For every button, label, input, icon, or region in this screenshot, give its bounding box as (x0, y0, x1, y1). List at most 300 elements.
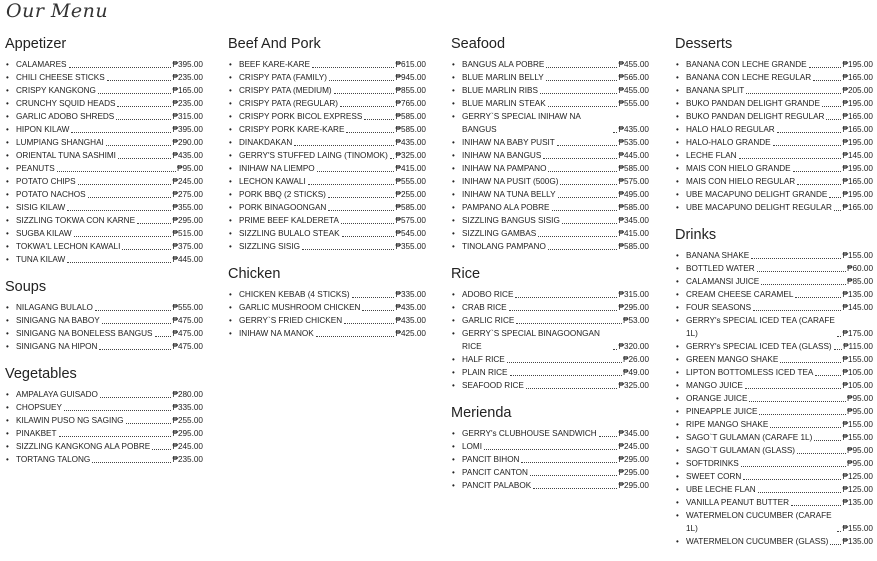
menu-item-name: • INIHAW NA PAMPANO (462, 164, 547, 173)
menu-item-name: • BLUE MARLIN RIBS (462, 86, 538, 95)
menu-item (675, 535, 873, 548)
menu-item (675, 405, 873, 418)
menu-item-name: • SIZZLING GAMBAS (462, 229, 537, 238)
menu-item-name: • LOMI (462, 442, 483, 451)
menu-item-name: • NILAGANG BULALO (16, 303, 93, 312)
dot-leader (69, 67, 172, 68)
menu-item-name: • TOKWA'L LECHON KAWALI (16, 242, 121, 251)
menu-item-price: ₱535.00 (618, 138, 649, 147)
menu-item (451, 427, 649, 440)
menu-item (228, 123, 426, 136)
menu-item-price: ₱375.00 (172, 242, 203, 251)
menu-item-price: ₱585.00 (618, 203, 649, 212)
menu-item (451, 314, 649, 327)
menu-item-name: • PRIME BEEF KALDERETA (239, 216, 339, 225)
menu-item-name: • DINAKDAKAN (239, 138, 293, 147)
menu-item-name: • ORANGE JUICE (686, 394, 748, 403)
menu-item-name: • BUKO PANDAN DELIGHT REGULAR (686, 112, 825, 121)
menu-section (5, 366, 203, 466)
menu-item (228, 136, 426, 149)
menu-item-price: ₱275.00 (172, 190, 203, 199)
menu-item-name: • PINAKBET (16, 429, 57, 438)
menu-item-price: ₱515.00 (172, 229, 203, 238)
menu-item-name: • BANANA CON LECHE REGULAR (686, 73, 812, 82)
menu-item-list (451, 427, 649, 492)
menu-item (228, 149, 426, 162)
menu-item-name: • INIHAW NA BANGUS (462, 151, 542, 160)
dot-leader (830, 544, 841, 545)
dot-leader (516, 323, 622, 324)
menu-item (5, 414, 203, 427)
menu-item-price: ₱290.00 (172, 138, 203, 147)
menu-item-price: ₱295.00 (172, 429, 203, 438)
dot-leader (152, 449, 171, 450)
menu-item-price: ₱165.00 (172, 86, 203, 95)
menu-section (675, 36, 873, 214)
menu-item (675, 84, 873, 97)
menu-item (675, 353, 873, 366)
menu-item-price: ₱155.00 (842, 420, 873, 429)
menu-item-name: • PANCIT CANTON (462, 468, 528, 477)
menu-item (5, 253, 203, 266)
menu-item (228, 188, 426, 201)
menu-item-price: ₱245.00 (172, 442, 203, 451)
menu-item-name: • BLUE MARLIN STEAK (462, 99, 546, 108)
menu-item-price: ₱545.00 (395, 229, 426, 238)
menu-item (228, 162, 426, 175)
menu-item-price: ₱295.00 (618, 455, 649, 464)
menu-item-price: ₱49.00 (623, 368, 649, 377)
dot-leader (741, 466, 846, 467)
menu-section (451, 266, 649, 392)
dot-leader (98, 93, 172, 94)
dot-leader (797, 453, 846, 454)
menu-item-price: ₱235.00 (172, 99, 203, 108)
menu-section (451, 405, 649, 492)
menu-item-price: ₱195.00 (842, 99, 873, 108)
menu-item-price: ₱325.00 (618, 381, 649, 390)
dot-leader (770, 427, 841, 428)
section-heading: Merienda (451, 405, 512, 421)
menu-item-name: • CREAM CHEESE CARAMEL (686, 290, 794, 299)
menu-item-name: • PANCIT PALABOK (462, 481, 532, 490)
dot-leader (822, 106, 842, 107)
menu-item-name: • SAGO`T GULAMAN (CARAFE 1L) (686, 433, 813, 442)
dot-leader (308, 184, 395, 185)
menu-item (451, 327, 649, 353)
menu-item-name: • ADOBO RICE (462, 290, 514, 299)
menu-item-name: • POTATO CHIPS (16, 177, 76, 186)
menu-item-price: ₱575.00 (618, 177, 649, 186)
menu-item-name: • PORK BBQ (2 STICKS) (239, 190, 326, 199)
dot-leader (100, 397, 172, 398)
menu-item (675, 175, 873, 188)
dot-leader (342, 236, 395, 237)
menu-item (675, 496, 873, 509)
menu-item (675, 301, 873, 314)
section-heading: Beef And Pork (228, 36, 321, 52)
menu-item (228, 240, 426, 253)
menu-item (5, 175, 203, 188)
menu-item-price: ₱195.00 (842, 190, 873, 199)
menu-item-name: • CRISPY PATA (REGULAR) (239, 99, 339, 108)
menu-item (228, 327, 426, 340)
menu-item-price: ₱165.00 (842, 203, 873, 212)
menu-item-price: ₱445.00 (172, 255, 203, 264)
menu-item (675, 58, 873, 71)
menu-section (451, 36, 649, 253)
menu-item-name: • LECHE FLAN (686, 151, 737, 160)
menu-item-price: ₱175.00 (842, 329, 873, 338)
menu-item (228, 71, 426, 84)
menu-item-price: ₱255.00 (172, 416, 203, 425)
menu-item-price: ₱435.00 (172, 151, 203, 160)
menu-item-price: ₱615.00 (395, 60, 426, 69)
menu-item-price: ₱235.00 (172, 455, 203, 464)
menu-item-name: • CALAMANSI JUICE (686, 277, 760, 286)
menu-item-price: ₱125.00 (842, 472, 873, 481)
menu-item (451, 466, 649, 479)
menu-item-price: ₱155.00 (842, 524, 873, 533)
menu-item-name: • GERRY's SPECIAL ICED TEA (GLASS) (686, 342, 832, 351)
dot-leader (530, 475, 618, 476)
menu-item-price: ₱415.00 (618, 229, 649, 238)
menu-item-name: • SINIGANG NA HIPON (16, 342, 98, 351)
menu-item (228, 214, 426, 227)
menu-item (5, 84, 203, 97)
menu-item (5, 340, 203, 353)
menu-item-price: ₱575.00 (395, 216, 426, 225)
menu-item-name: • GERRY`S FRIED CHICKEN (239, 316, 343, 325)
menu-item (451, 227, 649, 240)
menu-item (675, 366, 873, 379)
dot-leader (155, 336, 172, 337)
menu-item-price: ₱455.00 (618, 60, 649, 69)
menu-item-price: ₱95.00 (177, 164, 203, 173)
menu-item-name: • SUGBA KILAW (16, 229, 72, 238)
menu-item-price: ₱195.00 (842, 138, 873, 147)
menu-item (5, 58, 203, 71)
section-heading: Vegetables (5, 366, 77, 382)
menu-item (451, 97, 649, 110)
dot-leader (302, 249, 395, 250)
menu-item-name: • GARLIC RICE (462, 316, 515, 325)
menu-section (228, 266, 426, 340)
dot-leader (540, 93, 618, 94)
menu-item-name: • LECHON KAWALI (239, 177, 306, 186)
dot-leader (390, 158, 395, 159)
menu-item (451, 440, 649, 453)
menu-item-name: • SIZZLING SISIG (239, 242, 300, 251)
menu-item-price: ₱395.00 (172, 60, 203, 69)
menu-item-price: ₱295.00 (618, 481, 649, 490)
menu-item-price: ₱315.00 (172, 112, 203, 121)
menu-item-name: • UBE MACAPUNO DELIGHT GRANDE (686, 190, 828, 199)
menu-item-list (228, 58, 426, 253)
dot-leader (352, 297, 395, 298)
menu-item-name: • BEEF KARE-KARE (239, 60, 310, 69)
dot-leader (344, 323, 394, 324)
menu-item-name: • UBE LECHE FLAN (686, 485, 756, 494)
dot-leader (797, 184, 841, 185)
menu-section (675, 227, 873, 548)
menu-item-name: • GARLIC ADOBO SHREDS (16, 112, 115, 121)
menu-item (675, 418, 873, 431)
menu-item-name: • SINIGANG NA BONELESS BANGUS (16, 329, 153, 338)
dot-leader (346, 132, 394, 133)
menu-item-list (675, 58, 873, 214)
dot-leader (78, 184, 172, 185)
menu-item-name: • PINEAPPLE JUICE (686, 407, 758, 416)
menu-item-name: • INIHAW NA BABY PUSIT (462, 138, 555, 147)
menu-item-name: • GERRY'S STUFFED LAING (TINOMOK) (239, 151, 388, 160)
menu-item (228, 58, 426, 71)
menu-item-name: • GERRY`S SPECIAL BINAGOONGAN RICE (462, 327, 612, 353)
menu-item (675, 483, 873, 496)
dot-leader (364, 119, 394, 120)
dot-leader (826, 119, 841, 120)
menu-item (451, 110, 649, 136)
menu-item-price: ₱355.00 (395, 242, 426, 251)
dot-leader (599, 436, 618, 437)
menu-item (675, 431, 873, 444)
menu-item-name: • CRAB RICE (462, 303, 507, 312)
dot-leader (834, 349, 842, 350)
menu-item-price: ₱435.00 (395, 138, 426, 147)
dot-leader (739, 158, 842, 159)
menu-item (5, 71, 203, 84)
dot-leader (509, 310, 618, 311)
dot-leader (329, 80, 395, 81)
menu-item (5, 327, 203, 340)
menu-item (228, 314, 426, 327)
menu-item-price: ₱455.00 (618, 86, 649, 95)
menu-item-price: ₱585.00 (395, 112, 426, 121)
dot-leader (613, 132, 617, 133)
dot-leader (316, 336, 395, 337)
dot-leader (67, 262, 171, 263)
menu-item (5, 136, 203, 149)
dot-leader (538, 236, 617, 237)
menu-item (451, 58, 649, 71)
section-heading: Chicken (228, 266, 281, 282)
menu-item (675, 71, 873, 84)
dot-leader (546, 67, 617, 68)
menu-item (451, 71, 649, 84)
menu-item-name: • ORIENTAL TUNA SASHIMI (16, 151, 116, 160)
menu-item-name: • TORTANG TALONG (16, 455, 91, 464)
dot-leader (758, 492, 842, 493)
menu-item-name: • PANCIT BIHON (462, 455, 520, 464)
menu-item-name: • SIZZLING TOKWA CON KARNE (16, 216, 136, 225)
dot-leader (829, 197, 841, 198)
menu-item-price: ₱105.00 (842, 381, 873, 390)
menu-item-name: • CHOPSUEY (16, 403, 62, 412)
menu-item (5, 214, 203, 227)
menu-item-name: • BANGUS ALA POBRE (462, 60, 545, 69)
menu-item-name: • LIPTON BOTTOMLESS ICED TEA (686, 368, 814, 377)
menu-item-name: • VANILLA PEANUT BUTTER (686, 498, 789, 507)
menu-item-name: • CHICKEN KEBAB (4 STICKS) (239, 290, 350, 299)
menu-item-price: ₱26.00 (623, 355, 649, 364)
menu-item-name: • FOUR SEASONS (686, 303, 752, 312)
menu-item-price: ₱475.00 (172, 316, 203, 325)
menu-item-name: • AMPALAYA GUISADO (16, 390, 98, 399)
dot-leader (780, 362, 841, 363)
menu-item-price: ₱475.00 (172, 342, 203, 351)
menu-item-price: ₱585.00 (618, 242, 649, 251)
dot-leader (745, 388, 842, 389)
menu-item-name: • GERRY's SPECIAL ICED TEA (CARAFE 1L) (686, 316, 835, 338)
menu-item-price: ₱295.00 (172, 216, 203, 225)
dot-leader (543, 158, 617, 159)
menu-item (451, 301, 649, 314)
menu-item (228, 97, 426, 110)
menu-item-name: • BANANA SHAKE (686, 251, 750, 260)
menu-item-price: ₱435.00 (395, 303, 426, 312)
dot-leader (334, 93, 395, 94)
menu-column-1 (5, 36, 203, 479)
menu-item-price: ₱145.00 (842, 151, 873, 160)
menu-item (451, 162, 649, 175)
menu-item (5, 427, 203, 440)
menu-item-name: • CRISPY PORK BICOL EXPRESS (239, 112, 363, 121)
menu-item-name: • MANGO JUICE (686, 381, 743, 390)
menu-item-name: • CALAMARES (16, 60, 67, 69)
menu-item-name: • SIZZLING BANGUS SISIG (462, 216, 560, 225)
menu-item-price: ₱345.00 (618, 429, 649, 438)
dot-leader (746, 93, 841, 94)
menu-item (451, 353, 649, 366)
dot-leader (793, 171, 842, 172)
dot-leader (59, 436, 172, 437)
menu-item (5, 227, 203, 240)
menu-item (675, 249, 873, 262)
menu-item (5, 314, 203, 327)
dot-leader (294, 145, 394, 146)
menu-item-price: ₱495.00 (618, 190, 649, 199)
menu-item-price: ₱395.00 (172, 125, 203, 134)
menu-item-name: • CRISPY PATA (MEDIUM) (239, 86, 332, 95)
menu-item-name: • BANANA CON LECHE GRANDE (686, 60, 807, 69)
menu-item-price: ₱280.00 (172, 390, 203, 399)
menu-item-price: ₱165.00 (842, 177, 873, 186)
dot-leader (552, 210, 618, 211)
menu-item-price: ₱585.00 (395, 125, 426, 134)
menu-item (675, 509, 873, 535)
menu-item-price: ₱765.00 (395, 99, 426, 108)
dot-leader (548, 249, 618, 250)
dot-leader (761, 284, 846, 285)
dot-leader (773, 145, 842, 146)
dot-leader (106, 145, 172, 146)
dot-leader (64, 410, 172, 411)
section-heading: Rice (451, 266, 481, 282)
menu-item (5, 453, 203, 466)
menu-item (451, 149, 649, 162)
menu-item-price: ₱335.00 (395, 290, 426, 299)
menu-item-name: • BOTTLED WATER (686, 264, 755, 273)
menu-item (228, 175, 426, 188)
menu-item (451, 240, 649, 253)
menu-item (228, 288, 426, 301)
menu-item-price: ₱555.00 (395, 177, 426, 186)
menu-item-name: • INIHAW NA LIEMPO (239, 164, 315, 173)
menu-item-name: • LUMPIANG SHANGHAI (16, 138, 104, 147)
dot-leader (557, 145, 618, 146)
dot-leader (102, 323, 172, 324)
dot-leader (757, 271, 846, 272)
menu-item-name: • SIZZLING KANGKONG ALA POBRE (16, 442, 151, 451)
menu-item (451, 136, 649, 149)
menu-item (5, 188, 203, 201)
menu-item (451, 201, 649, 214)
menu-item-price: ₱435.00 (395, 316, 426, 325)
menu-item-price: ₱95.00 (847, 446, 873, 455)
menu-item-price: ₱435.00 (618, 125, 649, 134)
dot-leader (126, 423, 172, 424)
menu-item-price: ₱195.00 (842, 164, 873, 173)
menu-item-list (5, 301, 203, 353)
menu-item (228, 110, 426, 123)
menu-item (228, 84, 426, 97)
menu-item-price: ₱555.00 (172, 303, 203, 312)
menu-item-price: ₱95.00 (847, 394, 873, 403)
menu-item-name: • MAIS CON HIELO GRANDE (686, 164, 791, 173)
menu-item-price: ₱165.00 (842, 73, 873, 82)
dot-leader (74, 236, 172, 237)
dot-leader (515, 297, 617, 298)
menu-item-name: • SOFTDRINKS (686, 459, 739, 468)
menu-item-name: • SIZZLING BULALO STEAK (239, 229, 340, 238)
dot-leader (548, 171, 617, 172)
menu-item-name: • UBE MACAPUNO DELIGHT REGULAR (686, 203, 832, 212)
menu-item-name: • PLAIN RICE (462, 368, 508, 377)
menu-item (5, 123, 203, 136)
dot-leader (137, 223, 171, 224)
menu-item-name: • HALO HALO REGULAR (686, 125, 775, 134)
menu-item-name: • TINOLANG PAMPANO (462, 242, 546, 251)
menu-item-price: ₱145.00 (842, 303, 873, 312)
section-heading: Desserts (675, 36, 733, 52)
dot-leader (507, 362, 622, 363)
menu-item-price: ₱445.00 (618, 151, 649, 160)
dot-leader (510, 375, 623, 376)
menu-item (5, 110, 203, 123)
dot-leader (753, 310, 841, 311)
section-heading: Appetizer (5, 36, 67, 52)
dot-leader (837, 531, 841, 532)
dot-leader (814, 440, 841, 441)
dot-leader (484, 449, 617, 450)
menu-item (451, 84, 649, 97)
menu-item-name: • CRISPY PATA (FAMILY) (239, 73, 327, 82)
menu-item-name: • SISIG KILAW (16, 203, 66, 212)
menu-item-name: • HALO-HALO GRANDE (686, 138, 771, 147)
menu-item-name: • INIHAW NA PUSIT (500G) (462, 177, 559, 186)
dot-leader (834, 210, 842, 211)
menu-item-name: • CRISPY KANGKONG (16, 86, 96, 95)
dot-leader (118, 158, 172, 159)
dot-leader (88, 197, 172, 198)
menu-item-price: ₱155.00 (842, 251, 873, 260)
dot-leader (562, 223, 618, 224)
menu-item (675, 97, 873, 110)
menu-item-name: • PEANUTS (16, 164, 55, 173)
menu-section (5, 36, 203, 266)
menu-item (675, 201, 873, 214)
menu-item-list (675, 249, 873, 548)
